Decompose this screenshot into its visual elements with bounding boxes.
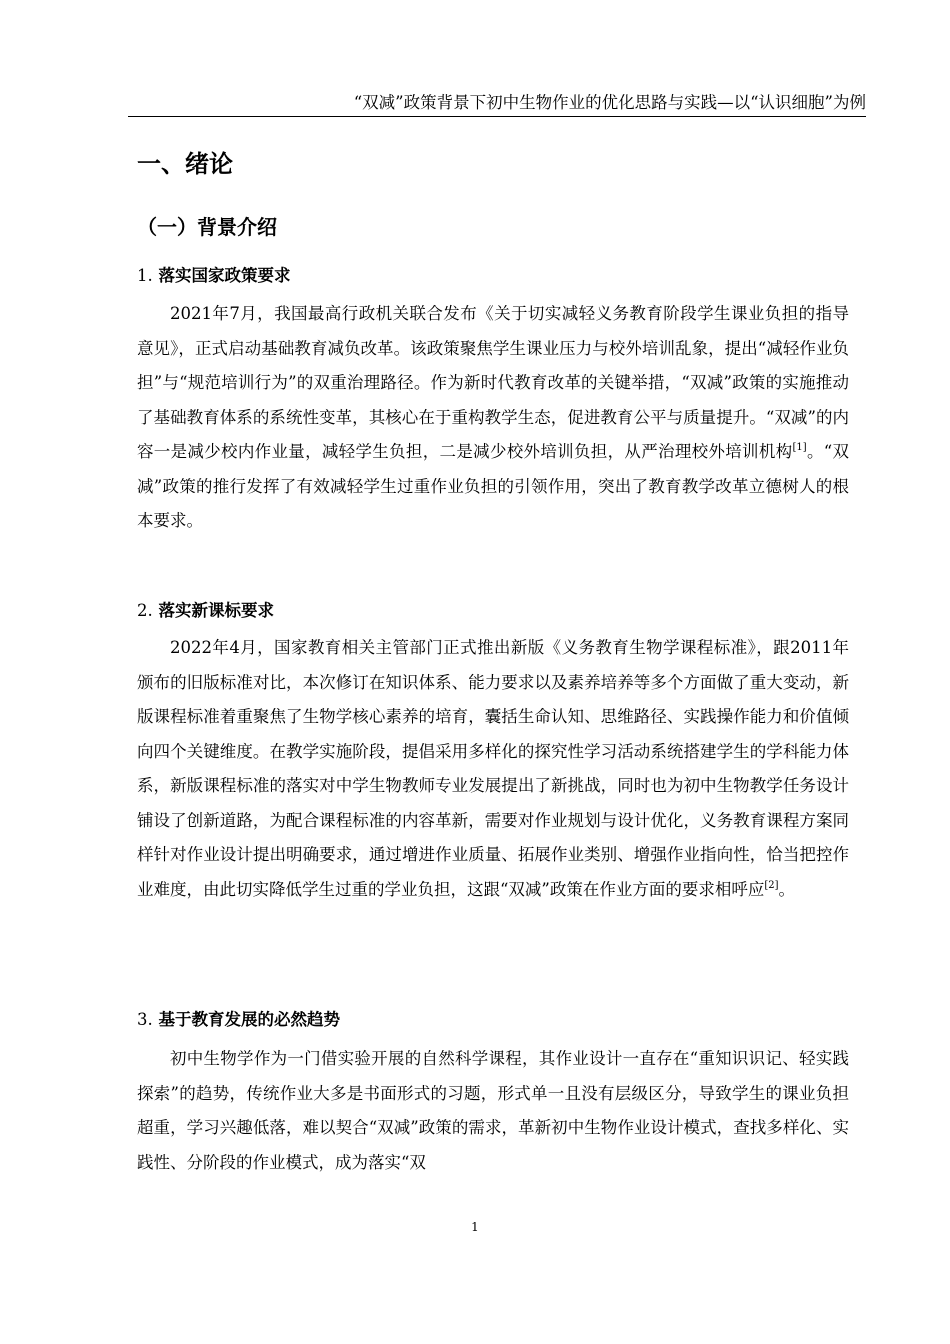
subsection-number: 3. <box>137 1010 153 1029</box>
body-paragraph-2 <box>137 631 849 907</box>
subsection-heading-3 <box>137 1008 340 1032</box>
chapter-heading: 一、绪论 <box>137 150 233 178</box>
subsection-number: 2. <box>137 601 153 620</box>
subsection-heading-1 <box>137 264 291 288</box>
section-heading: （一）背景介绍 <box>137 215 277 239</box>
paragraph-text-continued: 。“双减”政策的推行发挥了有效减轻学生过重作业负担的引领作用，突出了教育教学改革立德树人的根本要求。 <box>137 442 850 530</box>
running-header: “双减”政策背景下初中生物作业的优化思路与实践—以“认识细胞”为例 <box>128 92 866 117</box>
paragraph-text: 2022年4月，国家教育相关主管部门正式推出新版《义务教育生物学课程标准》，跟2011年颁布的旧版标准对比，本次修订在知识体系、能力要求以及素养培养等多个方面做了重大变动，新版课程标准着重聚焦了生物学核心素养的培育，囊括生命认知、思维路径、实践操作能力和价值倾向四个关键维度。在教学实施阶段，提倡采用多样化的探究性学习活动系统搭建学生的学科能力体系，新版课程标准的落实对中学生物教师专业发展提出了新挑战，同时也为初中生物教学任务设计铺设了创新道路，为配合课程标准的内容革新，需要对作业规划与设计优化，义务教育课程方案同样针对作业设计提出明确要求，通过增进作业质量、拓展作业类别、增强作业指向性，恰当把控作业难度，由此切实降低学生过重的学业负担，这跟“双减”政策在作业方面的要求相呼应 <box>137 638 849 899</box>
paragraph-text-continued: 。 <box>778 879 796 899</box>
citation-ref[interactable]: [2] <box>764 879 779 891</box>
subsection-title: 落实国家政策要求 <box>158 266 291 285</box>
subsection-heading-2 <box>137 599 274 623</box>
citation-ref[interactable]: [1] <box>792 442 807 453</box>
body-paragraph-1 <box>137 297 849 539</box>
subsection-number: 1. <box>137 266 153 285</box>
subsection-title: 基于教育发展的必然趋势 <box>158 1010 340 1029</box>
page-number: 1 <box>471 1220 479 1234</box>
body-paragraph-3 <box>137 1042 849 1180</box>
subsection-title: 落实新课标要求 <box>158 601 274 620</box>
paragraph-text: 2021年7月，我国最高行政机关联合发布《关于切实减轻义务教育阶段学生课业负担的指导意见》，正式启动基础教育减负改革。该政策聚焦学生课业压力与校外培训乱象，提出“减轻作业负担”与“规范培训行为”的双重治理路径。作为新时代教育改革的关键举措，“双减”政策的实施推动了基础教育体系的系统性变革，其核心在于重构教学生态，促进教育公平与质量提升。“双减”的内容一是减少校内作业量，减轻学生负担，二是减少校外培训负担，从严治理校外培训机构 <box>137 304 849 461</box>
paragraph-text: 初中生物学作为一门借实验开展的自然科学课程，其作业设计一直存在“重知识识记、轻实践探索”的趋势，传统作业大多是书面形式的习题，形式单一且没有层级区分，导致学生的课业负担超重，学习兴趣低落，难以契合“双减”政策的需求，革新初中生物作业设计模式，查找多样化、实践性、分阶段的作业模式，成为落实“双 <box>137 1049 849 1172</box>
